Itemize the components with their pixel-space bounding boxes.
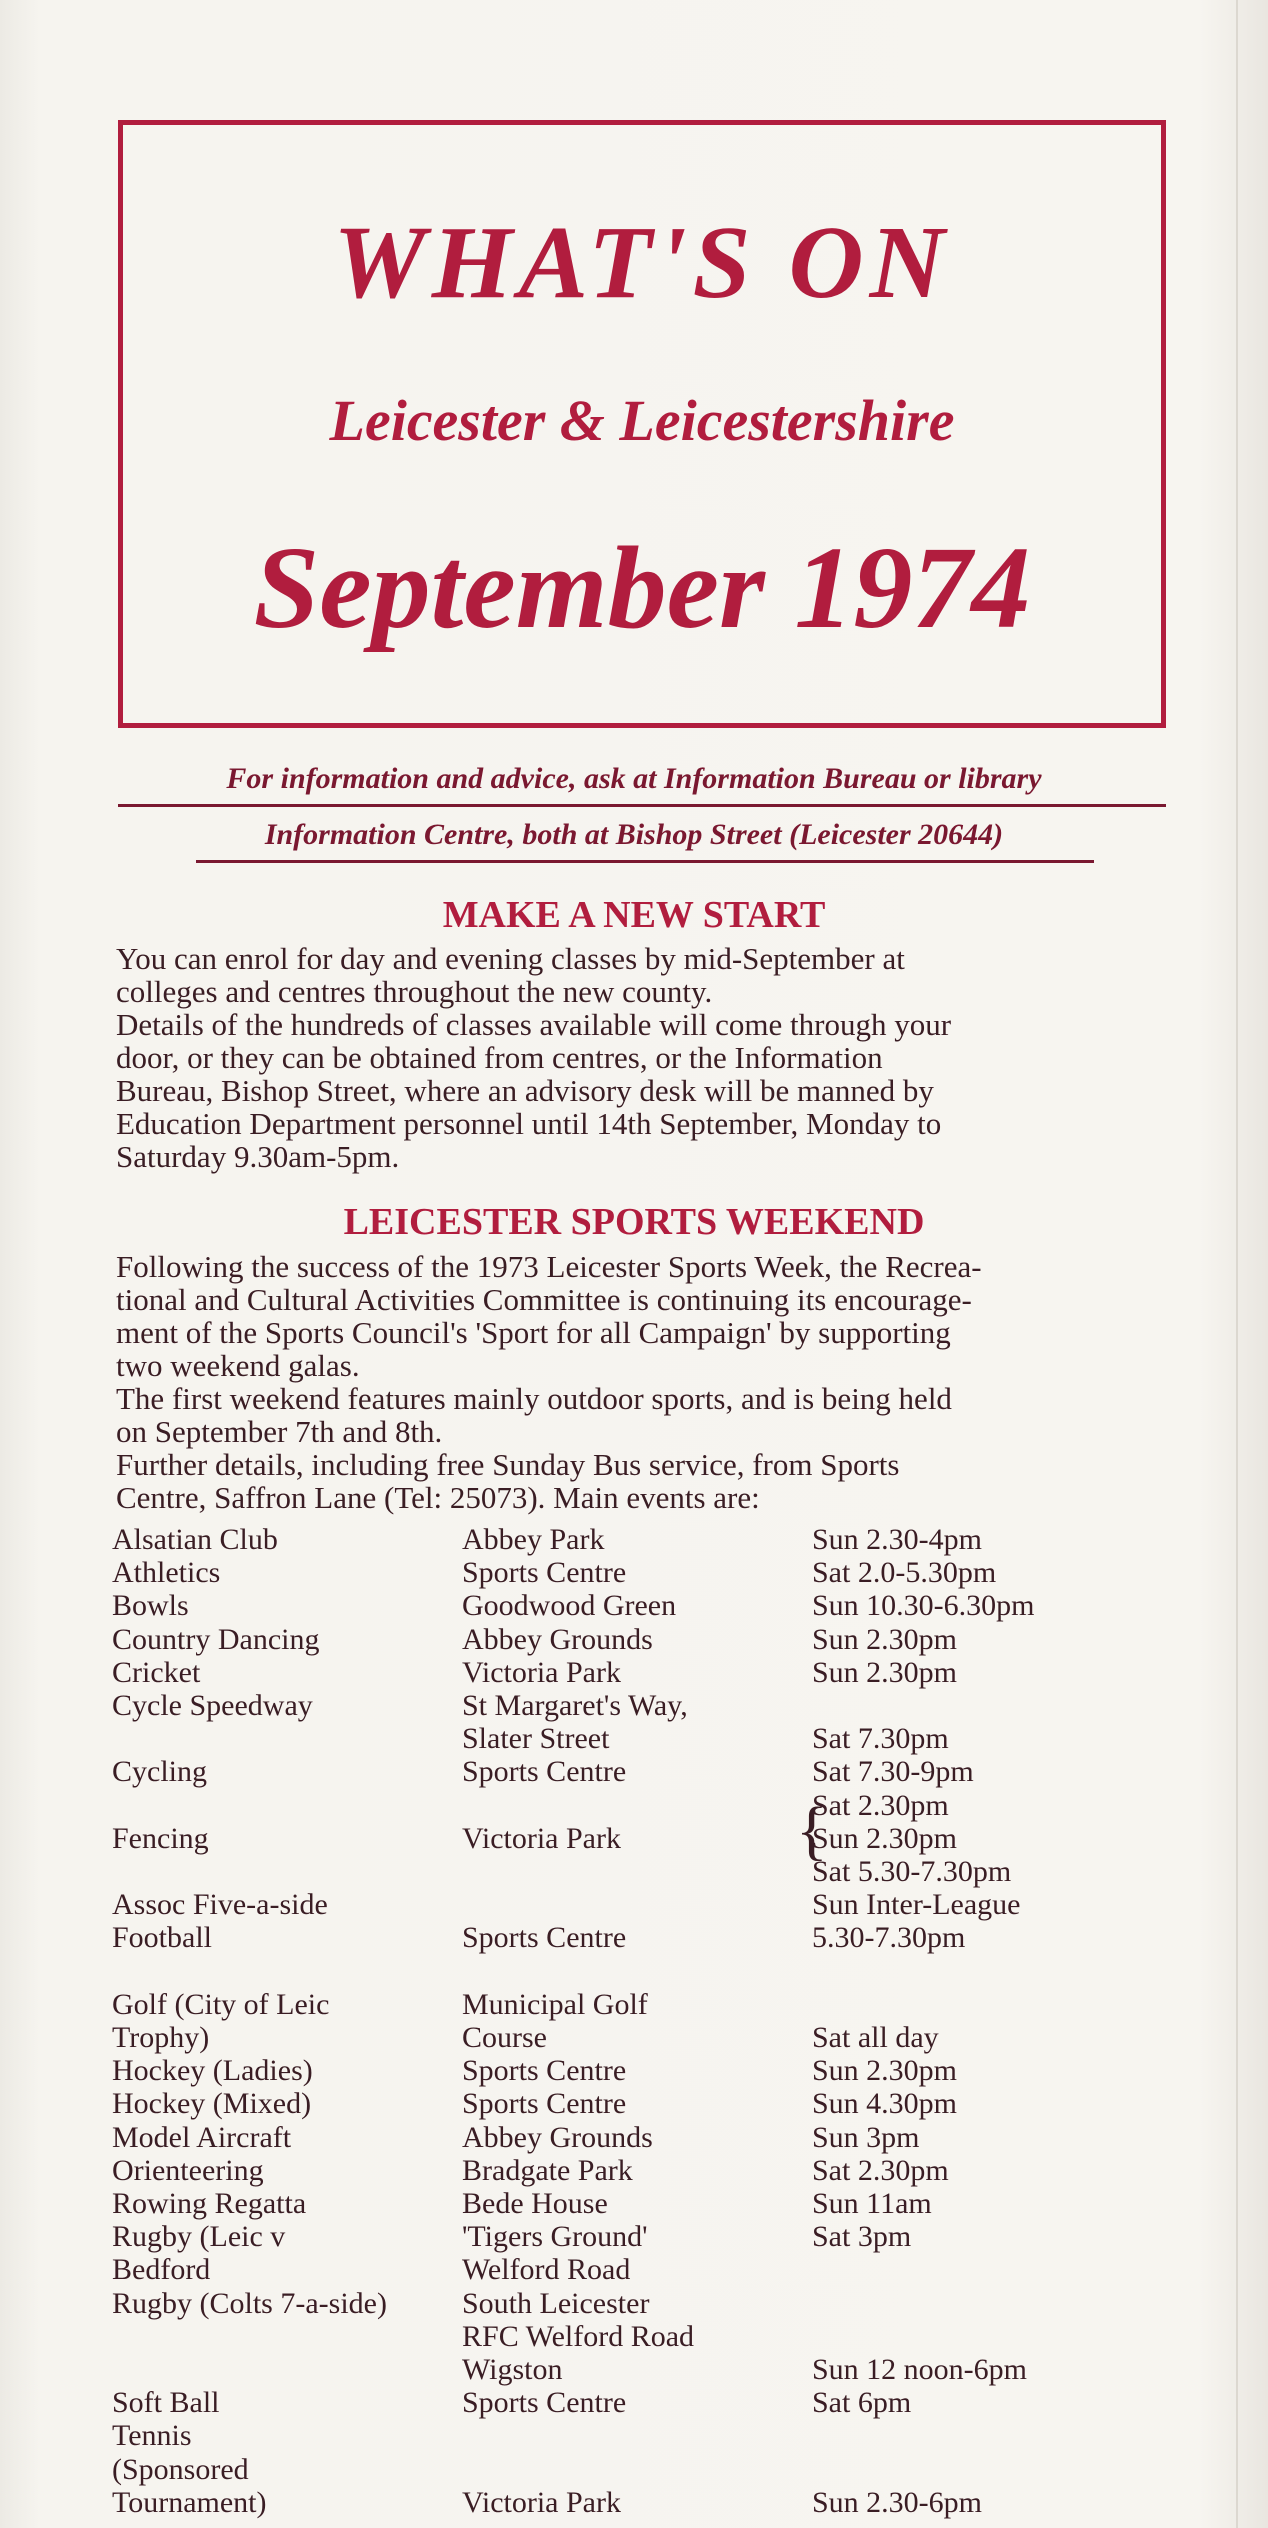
event-name: Hockey (Mixed) xyxy=(112,2087,312,2121)
region-subtitle: Leicester & Leicestershire xyxy=(329,388,955,453)
event-time: Sun 2.30pm xyxy=(812,2054,958,2088)
paragraph-line: colleges and centres throughout the new county. xyxy=(116,974,713,1009)
event-venue: Sports Centre xyxy=(462,1556,627,1590)
sports-heading: LEICESTER SPORTS WEEKEND xyxy=(343,1201,925,1243)
event-time: Sat 5.30-7.30pm xyxy=(812,1855,1012,1888)
event-time: Sat 3pm xyxy=(812,2220,912,2254)
event-name: Alsatian Club xyxy=(112,1523,278,1556)
event-venue: Slater Street xyxy=(462,1722,610,1756)
paragraph-line: You can enrol for day and evening classes by mid-September at xyxy=(116,941,905,976)
info-rule-1 xyxy=(118,804,1166,807)
paragraph-line: Saturday 9.30am-5pm. xyxy=(116,1139,400,1174)
event-venue: Victoria Park xyxy=(462,2485,621,2519)
event-name: Country Dancing xyxy=(112,1622,320,1656)
paragraph-line: The first weekend features mainly outdoor sports, and is being held xyxy=(116,1381,952,1416)
paragraph-line: two weekend galas. xyxy=(116,1348,360,1383)
event-time: Sat 6pm xyxy=(812,2386,912,2420)
event-time: Sun 2.30-6pm xyxy=(812,2485,983,2519)
event-time: Sat 2.0-5.30pm xyxy=(812,1556,997,1590)
new-start-heading: MAKE A NEW START xyxy=(442,894,826,936)
event-venue: Course xyxy=(462,2021,547,2054)
event-name: Bowls xyxy=(112,1589,189,1623)
event-name: Rugby (Colts 7-a-side) xyxy=(112,2286,387,2320)
event-venue: Abbey Grounds xyxy=(462,1622,653,1656)
event-time: Sun 2.30pm xyxy=(812,1821,958,1855)
event-name: Golf (City of Leic xyxy=(112,1987,330,2021)
event-name: Football xyxy=(112,1921,213,1955)
event-venue: Sports Centre xyxy=(462,2386,627,2420)
event-venue: Municipal Golf xyxy=(462,1987,648,2021)
paragraph-line: Bureau, Bishop Street, where an advisory desk will be manned by xyxy=(116,1073,934,1108)
event-name: Assoc Five-a-side xyxy=(112,1888,328,1922)
event-time: Sun 4.30pm xyxy=(812,2087,958,2121)
event-time: Sun 2.30pm xyxy=(812,1655,958,1689)
event-time: Sat 7.30pm xyxy=(812,1722,949,1756)
paragraph-line: Following the success of the 1973 Leicester Sports Week, the Recrea- xyxy=(116,1249,982,1284)
sports-paragraph xyxy=(116,1250,1164,1514)
page-title: WHAT'S ON xyxy=(333,205,951,320)
event-time: Sun 10.30-6.30pm xyxy=(812,1589,1035,1623)
info-line-1: For information and advice, ask at Information Bureau or library xyxy=(226,762,1042,795)
event-time: Sat 2.30pm xyxy=(812,1788,949,1822)
event-time: Sun Inter-League xyxy=(812,1888,1021,1922)
event-venue: Abbey Park xyxy=(462,1523,605,1556)
event-name: Orienteering xyxy=(112,2153,264,2187)
event-name: Cycle Speedway xyxy=(112,1689,313,1722)
event-time: Sat 7.30-9pm xyxy=(812,1755,974,1789)
event-name: Rugby (Leic v xyxy=(112,2220,286,2254)
event-time: Sun 11am xyxy=(812,2187,932,2220)
event-venue: RFC Welford Road xyxy=(462,2319,695,2353)
event-name: Tennis xyxy=(112,2419,192,2453)
paragraph-line: Further details, including free Sunday Bus service, from Sports xyxy=(116,1447,900,1482)
event-time: Sun 12 noon-6pm xyxy=(812,2353,1028,2386)
event-venue: Wigston xyxy=(462,2353,563,2386)
new-start-paragraph xyxy=(116,942,1164,1173)
event-venue: Bradgate Park xyxy=(462,2153,633,2187)
event-name: (Sponsored xyxy=(112,2452,249,2486)
info-line-2: Information Centre, both at Bishop Street (Leicester 20644) xyxy=(264,818,1004,851)
paragraph-line: on September 7th and 8th. xyxy=(116,1414,443,1449)
event-venue: Bede House xyxy=(462,2187,608,2220)
event-name: Model Aircraft xyxy=(112,2120,292,2154)
event-time: Sun 2.30-4pm xyxy=(812,1523,983,1556)
event-venue: Victoria Park xyxy=(462,1655,621,1689)
fencing-brace: { xyxy=(796,1794,828,1867)
page-crease xyxy=(1236,0,1238,2528)
event-name: Cricket xyxy=(112,1655,201,1689)
event-venue: Welford Road xyxy=(462,2253,631,2287)
event-name: Athletics xyxy=(112,1556,221,1590)
paragraph-line: tional and Cultural Activities Committee is continuing its encourage- xyxy=(116,1282,972,1317)
event-venue: Sports Centre xyxy=(462,2087,627,2121)
event-venue: Goodwood Green xyxy=(462,1589,677,1623)
event-venue: 'Tigers Ground' xyxy=(462,2220,648,2254)
event-name: Cycling xyxy=(112,1755,207,1789)
event-venue: St Margaret's Way, xyxy=(462,1689,688,1722)
paragraph-line: Education Department personnel until 14th September, Monday to xyxy=(116,1106,942,1141)
event-venue: Sports Centre xyxy=(462,2054,627,2088)
event-name: Tournament) xyxy=(112,2485,267,2519)
paragraph-line: Centre, Saffron Lane (Tel: 25073). Main events are: xyxy=(116,1480,760,1515)
event-name: Fencing xyxy=(112,1821,209,1855)
header-box xyxy=(118,120,1166,728)
event-time: Sun 3pm xyxy=(812,2120,920,2154)
event-name: Trophy) xyxy=(112,2021,210,2054)
event-time: Sat 2.30pm xyxy=(812,2153,949,2187)
event-time: Sat all day xyxy=(812,2021,939,2054)
event-name: Hockey (Ladies) xyxy=(112,2054,313,2088)
event-name: Rowing Regatta xyxy=(112,2187,307,2220)
paragraph-line: Details of the hundreds of classes available will come through your xyxy=(116,1007,952,1042)
event-time: 5.30-7.30pm xyxy=(812,1921,966,1955)
paragraph-line: door, or they can be obtained from centres, or the Information xyxy=(116,1040,883,1075)
event-venue: Victoria Park xyxy=(462,1821,621,1855)
event-venue: Abbey Grounds xyxy=(462,2120,653,2154)
date-title: September 1974 xyxy=(253,522,1031,653)
event-name: Bedford xyxy=(112,2253,211,2287)
info-rule-2 xyxy=(196,860,1094,863)
paragraph-line: ment of the Sports Council's 'Sport for all Campaign' by supporting xyxy=(116,1315,951,1350)
event-venue: Sports Centre xyxy=(462,1755,627,1789)
event-venue: South Leicester xyxy=(462,2286,650,2320)
event-name: Soft Ball xyxy=(112,2386,220,2420)
event-time: Sun 2.30pm xyxy=(812,1622,958,1656)
event-venue: Sports Centre xyxy=(462,1921,627,1955)
